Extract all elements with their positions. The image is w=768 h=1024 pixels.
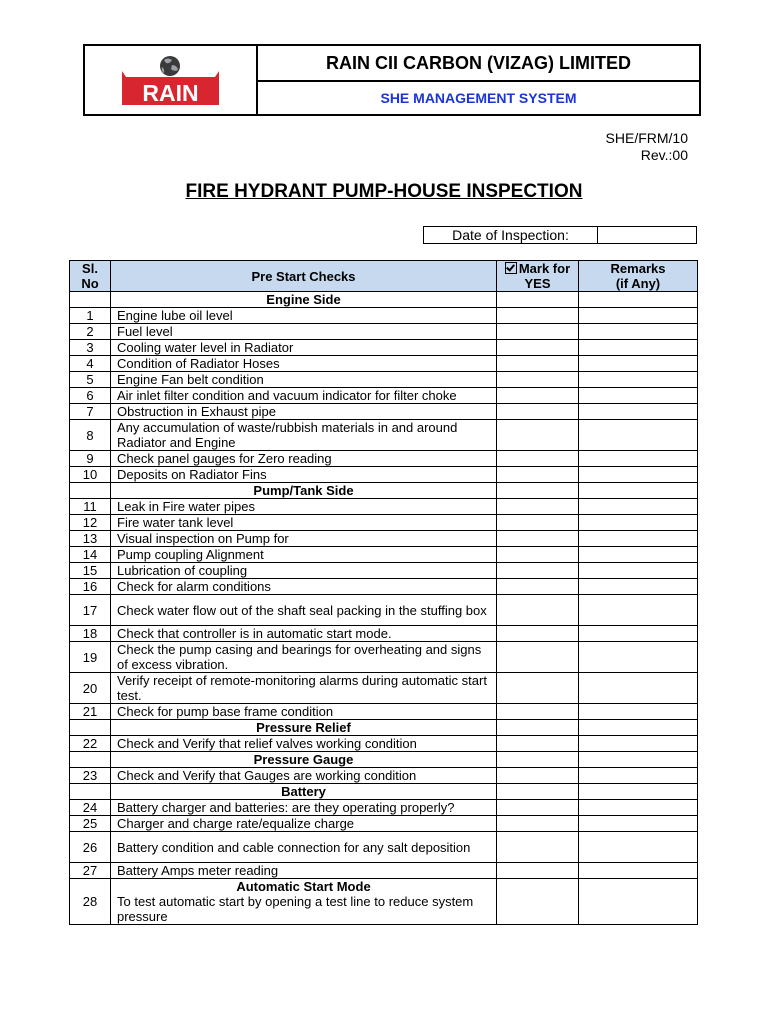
mark-cell[interactable] xyxy=(497,579,579,595)
sl-no-cell: 6 xyxy=(70,388,111,404)
mark-cell xyxy=(497,784,579,800)
mark-cell[interactable] xyxy=(497,515,579,531)
mark-cell xyxy=(497,752,579,768)
inspection-date-field[interactable] xyxy=(598,227,696,243)
header-sl-no xyxy=(70,261,111,292)
check-item-cell: Engine Fan belt condition xyxy=(111,372,497,388)
sl-no-cell: 28 xyxy=(70,879,111,925)
table-row xyxy=(70,563,698,579)
mark-cell[interactable] xyxy=(497,642,579,673)
section-row xyxy=(70,483,698,499)
sl-no-cell: 25 xyxy=(70,816,111,832)
check-item-cell: Fuel level xyxy=(111,324,497,340)
mark-cell xyxy=(497,720,579,736)
check-item-cell: Battery charger and batteries: are they operating properly? xyxy=(111,800,497,816)
remarks-cell xyxy=(579,483,698,499)
table-row xyxy=(70,372,698,388)
revision-number: Rev.:00 xyxy=(640,147,688,163)
remarks-cell[interactable] xyxy=(579,642,698,673)
remarks-cell[interactable] xyxy=(579,467,698,483)
check-item-cell: Check and Verify that Gauges are working condition xyxy=(111,768,497,784)
remarks-cell[interactable] xyxy=(579,372,698,388)
check-item-cell: Any accumulation of waste/rubbish materials in and around Radiator and Engine xyxy=(111,420,497,451)
table-row xyxy=(70,832,698,863)
sl-no-cell: 18 xyxy=(70,626,111,642)
check-item-cell: Lubrication of coupling xyxy=(111,563,497,579)
check-item-cell: Battery condition and cable connection for any salt deposition xyxy=(111,832,497,863)
remarks-cell[interactable] xyxy=(579,863,698,879)
remarks-cell[interactable] xyxy=(579,340,698,356)
check-item-cell: Cooling water level in Radiator xyxy=(111,340,497,356)
table-row xyxy=(70,467,698,483)
sl-no-cell: 8 xyxy=(70,420,111,451)
remarks-cell[interactable] xyxy=(579,324,698,340)
section-heading: Pressure Gauge xyxy=(111,752,497,768)
table-row xyxy=(70,800,698,816)
table-row xyxy=(70,531,698,547)
sl-no-cell: 21 xyxy=(70,704,111,720)
section-row xyxy=(70,752,698,768)
check-item-cell: Check for alarm conditions xyxy=(111,579,497,595)
sl-no-cell: 22 xyxy=(70,736,111,752)
sl-no-cell: 14 xyxy=(70,547,111,563)
sl-no-cell: 4 xyxy=(70,356,111,372)
mark-cell[interactable] xyxy=(497,736,579,752)
sl-no-cell: 10 xyxy=(70,467,111,483)
inspection-date-label: Date of Inspection: xyxy=(424,227,598,243)
logo-cell xyxy=(85,46,258,114)
mark-cell[interactable] xyxy=(497,816,579,832)
sl-no-cell: 20 xyxy=(70,673,111,704)
remarks-cell[interactable] xyxy=(579,673,698,704)
remarks-cell[interactable] xyxy=(579,499,698,515)
table-row xyxy=(70,420,698,451)
check-item-cell: Deposits on Radiator Fins xyxy=(111,467,497,483)
sl-no-cell: 15 xyxy=(70,563,111,579)
sl-no-cell: 17 xyxy=(70,595,111,626)
header-mark-for-yes xyxy=(497,261,579,292)
mark-cell[interactable] xyxy=(497,388,579,404)
section-row xyxy=(70,720,698,736)
table-row xyxy=(70,308,698,324)
remarks-cell[interactable] xyxy=(579,531,698,547)
mark-cell[interactable] xyxy=(497,372,579,388)
sl-no-cell: 24 xyxy=(70,800,111,816)
table-row xyxy=(70,404,698,420)
table-row xyxy=(70,499,698,515)
remarks-cell[interactable] xyxy=(579,579,698,595)
sl-no-cell: 5 xyxy=(70,372,111,388)
table-row xyxy=(70,626,698,642)
mark-cell xyxy=(497,292,579,308)
remarks-cell[interactable] xyxy=(579,595,698,626)
remarks-cell[interactable] xyxy=(579,388,698,404)
mark-cell[interactable] xyxy=(497,863,579,879)
header-remarks xyxy=(579,261,698,292)
header-mark-text: Mark for YES xyxy=(518,261,571,291)
remarks-cell[interactable] xyxy=(579,515,698,531)
remarks-cell[interactable] xyxy=(579,420,698,451)
check-item-cell: Charger and charge rate/equalize charge xyxy=(111,816,497,832)
checklist-body xyxy=(70,292,698,925)
sl-no-cell xyxy=(70,483,111,499)
check-item-cell: Check water flow out of the shaft seal packing in the stuffing box xyxy=(111,595,497,626)
section-heading: Automatic Start Mode xyxy=(236,879,371,894)
check-item-cell: Fire water tank level xyxy=(111,515,497,531)
remarks-cell[interactable] xyxy=(579,626,698,642)
table-row xyxy=(70,451,698,467)
remarks-cell[interactable] xyxy=(579,832,698,863)
section-heading: Battery xyxy=(111,784,497,800)
remarks-cell xyxy=(579,292,698,308)
check-item-cell: Check that controller is in automatic start mode. xyxy=(111,626,497,642)
sl-no-cell: 3 xyxy=(70,340,111,356)
mark-cell[interactable] xyxy=(497,595,579,626)
table-row xyxy=(70,816,698,832)
sl-no-cell: 9 xyxy=(70,451,111,467)
sl-no-cell: 26 xyxy=(70,832,111,863)
sl-no-cell: 13 xyxy=(70,531,111,547)
check-item-cell: Engine lube oil level xyxy=(111,308,497,324)
mark-cell[interactable] xyxy=(497,832,579,863)
form-number: SHE/FRM/10 xyxy=(605,130,688,146)
sl-no-cell: 19 xyxy=(70,642,111,673)
document-header xyxy=(83,44,701,116)
table-row xyxy=(70,879,698,925)
mark-cell[interactable] xyxy=(497,308,579,324)
logo-text: RAIN xyxy=(142,80,199,106)
mark-cell[interactable] xyxy=(497,340,579,356)
section-heading: Pressure Relief xyxy=(111,720,497,736)
management-system-label: SHE MANAGEMENT SYSTEM xyxy=(380,90,577,106)
table-row xyxy=(70,704,698,720)
mark-cell[interactable] xyxy=(497,547,579,563)
header-remarks-text: Remarks (if Any) xyxy=(610,261,666,291)
mark-cell[interactable] xyxy=(497,324,579,340)
section-heading: Pump/Tank Side xyxy=(111,483,497,499)
remarks-cell[interactable] xyxy=(579,404,698,420)
mark-cell[interactable] xyxy=(497,768,579,784)
sl-no-cell xyxy=(70,292,111,308)
check-item-cell: Verify receipt of remote-monitoring alarms during automatic start test. xyxy=(111,673,497,704)
table-row xyxy=(70,340,698,356)
document-reference xyxy=(606,130,688,164)
mark-cell[interactable] xyxy=(497,563,579,579)
company-name: RAIN CII CARBON (VIZAG) LIMITED xyxy=(258,46,699,82)
mark-cell[interactable] xyxy=(497,673,579,704)
remarks-cell[interactable] xyxy=(579,704,698,720)
table-row xyxy=(70,515,698,531)
remarks-cell[interactable] xyxy=(579,547,698,563)
sl-no-cell xyxy=(70,784,111,800)
check-item-text: To test automatic start by opening a test line to reduce system pressure xyxy=(117,894,474,924)
header-sl-no-text: Sl. No xyxy=(81,261,99,291)
section-row xyxy=(70,292,698,308)
check-item-cell xyxy=(111,879,497,925)
mark-cell[interactable] xyxy=(497,356,579,372)
check-item-cell: Obstruction in Exhaust pipe xyxy=(111,404,497,420)
sl-no-cell: 1 xyxy=(70,308,111,324)
table-row xyxy=(70,673,698,704)
remarks-cell xyxy=(579,784,698,800)
check-item-cell: Pump coupling Alignment xyxy=(111,547,497,563)
table-row xyxy=(70,547,698,563)
sl-no-cell: 11 xyxy=(70,499,111,515)
mark-cell[interactable] xyxy=(497,800,579,816)
rain-logo xyxy=(120,55,221,107)
sl-no-cell: 23 xyxy=(70,768,111,784)
mark-cell[interactable] xyxy=(497,531,579,547)
remarks-cell[interactable] xyxy=(579,308,698,324)
mark-cell[interactable] xyxy=(497,451,579,467)
remarks-cell xyxy=(579,752,698,768)
inspection-checklist-table xyxy=(69,260,698,925)
sl-no-cell: 27 xyxy=(70,863,111,879)
table-row xyxy=(70,595,698,626)
check-item-cell: Leak in Fire water pipes xyxy=(111,499,497,515)
table-row xyxy=(70,388,698,404)
remarks-cell[interactable] xyxy=(579,800,698,816)
sl-no-cell xyxy=(70,752,111,768)
check-item-cell: Check the pump casing and bearings for overheating and signs of excess vibration. xyxy=(111,642,497,673)
check-item-cell: Check and Verify that relief valves working condition xyxy=(111,736,497,752)
check-item-cell: Air inlet filter condition and vacuum indicator for filter choke xyxy=(111,388,497,404)
sl-no-cell: 16 xyxy=(70,579,111,595)
sl-no-cell: 12 xyxy=(70,515,111,531)
mark-cell[interactable] xyxy=(497,879,579,925)
check-item-cell: Check for pump base frame condition xyxy=(111,704,497,720)
table-row xyxy=(70,642,698,673)
check-item-cell: Condition of Radiator Hoses xyxy=(111,356,497,372)
remarks-cell[interactable] xyxy=(579,356,698,372)
table-row xyxy=(70,324,698,340)
mark-cell[interactable] xyxy=(497,499,579,515)
table-row xyxy=(70,736,698,752)
mark-cell[interactable] xyxy=(497,626,579,642)
checkbox-tick-icon xyxy=(505,262,517,274)
mark-cell[interactable] xyxy=(497,404,579,420)
table-row xyxy=(70,768,698,784)
remarks-cell[interactable] xyxy=(579,816,698,832)
remarks-cell[interactable] xyxy=(579,879,698,925)
mark-cell[interactable] xyxy=(497,704,579,720)
remarks-cell xyxy=(579,720,698,736)
remarks-cell[interactable] xyxy=(579,768,698,784)
check-item-cell: Check panel gauges for Zero reading xyxy=(111,451,497,467)
check-item-cell: Visual inspection on Pump for xyxy=(111,531,497,547)
remarks-cell[interactable] xyxy=(579,563,698,579)
table-row xyxy=(70,863,698,879)
table-row xyxy=(70,356,698,372)
section-row xyxy=(70,784,698,800)
remarks-cell[interactable] xyxy=(579,451,698,467)
mark-cell[interactable] xyxy=(497,467,579,483)
remarks-cell[interactable] xyxy=(579,736,698,752)
sl-no-cell: 7 xyxy=(70,404,111,420)
inspection-date-box xyxy=(423,226,697,244)
check-item-cell: Battery Amps meter reading xyxy=(111,863,497,879)
header-pre-start-checks: Pre Start Checks xyxy=(111,261,497,292)
form-title: FIRE HYDRANT PUMP-HOUSE INSPECTION xyxy=(185,181,583,202)
mark-cell xyxy=(497,483,579,499)
sl-no-cell xyxy=(70,720,111,736)
mark-cell[interactable] xyxy=(497,420,579,451)
section-heading: Engine Side xyxy=(111,292,497,308)
table-row xyxy=(70,579,698,595)
sl-no-cell: 2 xyxy=(70,324,111,340)
